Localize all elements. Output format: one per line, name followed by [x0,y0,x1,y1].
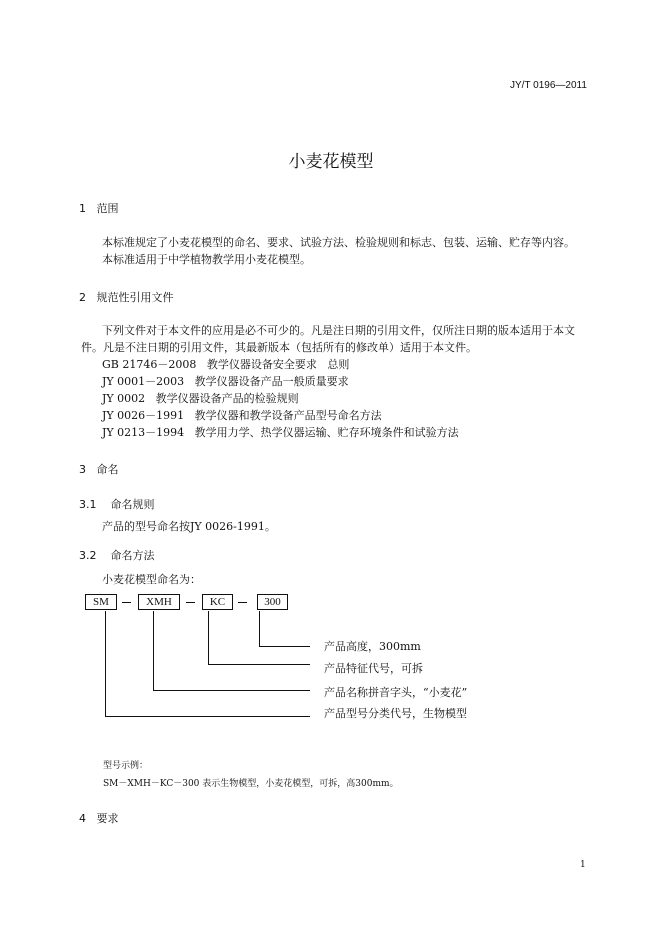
section-3-1-heading: 3.1 命名规则 [79,498,155,511]
reference-item: GB 21746－2008 教学仪器设备安全要求 总则 [102,358,350,371]
section-3-2-heading: 3.2 命名方法 [79,549,155,562]
refs-intro-line-2: 件。凡是不注日期的引用文件，其最新版本（包括所有的修改单）适用于本文件。 [81,341,477,354]
code-box-xmh: XMH [138,594,180,610]
connector-line [153,690,310,691]
connector-line [259,646,310,647]
code-box-300: 300 [257,594,288,610]
connector-line [153,611,154,691]
section-1-heading: 1 范围 [79,202,119,215]
label-height: 产品高度，300mm [324,640,421,653]
page-title: 小麦花模型 [288,152,374,172]
section-3-heading: 3 命名 [79,463,119,476]
label-name-initials: 产品名称拼音字头，“小麦花” [324,686,468,699]
connector-line [259,611,260,647]
reference-item: JY 0002 教学仪器设备产品的检验规则 [102,392,299,405]
scope-paragraph-2: 本标准适用于中学植物教学用小麦花模型。 [102,253,311,266]
label-feature-code: 产品特征代号，可拆 [324,662,423,675]
naming-method-text: 小麦花模型命名为： [102,573,201,586]
page-number: 1 [580,860,586,870]
scope-paragraph-1: 本标准规定了小麦花模型的命名、要求、试验方法、检验规则和标志、包装、运输、贮存等内容。 [102,236,575,249]
connector-line [208,664,310,665]
refs-intro-line-1: 下列文件对于本文件的应用是必不可少的。凡是注日期的引用文件，仅所注日期的版本适用于本文 [102,324,575,337]
section-2-heading: 2 规范性引用文件 [79,291,174,304]
code-box-kc: KC [202,594,233,610]
separator-dash [238,602,247,603]
code-box-sm: SM [85,594,117,610]
label-category-code: 产品型号分类代号，生物模型 [324,707,467,720]
example-heading: 型号示例： [103,761,149,771]
standard-number: JY/T 0196—2011 [510,80,587,91]
example-text: SM－XMH－KC－300 表示生物模型，小麦花模型，可拆，高300mm。 [103,779,399,789]
connector-line [105,716,310,717]
naming-rule-text: 产品的型号命名按JY 0026-1991。 [102,520,276,533]
section-4-heading: 4 要求 [79,812,119,825]
connector-line [105,611,106,717]
reference-item: JY 0001－2003 教学仪器设备产品一般质量要求 [102,375,349,388]
separator-dash [186,602,195,603]
connector-line [208,611,209,665]
reference-item: JY 0213－1994 教学用力学、热学仪器运输、贮存环境条件和试验方法 [102,426,459,439]
reference-item: JY 0026－1991 教学仪器和教学设备产品型号命名方法 [102,409,382,422]
separator-dash [122,602,131,603]
